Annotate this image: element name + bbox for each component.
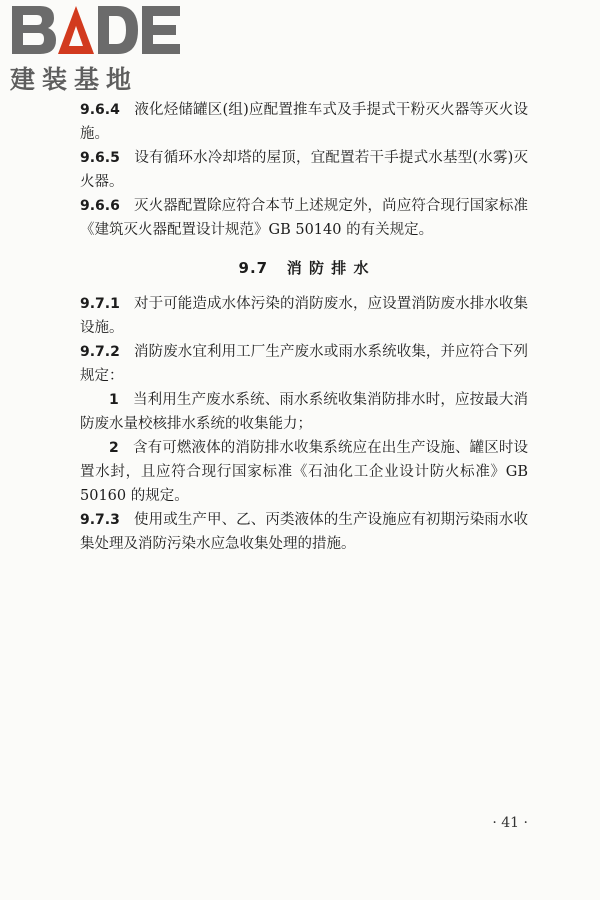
clause-text: 消防废水宜利用工厂生产废水或雨水系统收集，并应符合下列规定： — [80, 344, 529, 384]
clause-text: 液化烃储罐区(组)应配置推车式及手提式干粉灭火器等灭火设施。 — [80, 102, 529, 142]
clause-number: 9.7.3 — [80, 512, 120, 528]
clause-9-6-6 — [80, 194, 528, 242]
clause-number: 9.6.4 — [80, 102, 120, 118]
bade-logo — [10, 4, 182, 96]
clause-number: 9.7.2 — [80, 344, 120, 360]
clause-text: 设有循环水冷却塔的屋顶，宜配置若干手提式水基型(水雾)灭火器。 — [80, 150, 529, 190]
clause-number: 9.7.1 — [80, 296, 120, 312]
clause-9-6-5 — [80, 146, 528, 194]
clause-text: 使用或生产甲、乙、丙类液体的生产设施应有初期污染雨水收集处理及消防污染水应急收集处理的措施。 — [80, 512, 529, 552]
item-number: 2 — [109, 440, 119, 456]
section-number: 9.7 — [238, 259, 269, 277]
clause-text: 对于可能造成水体污染的消防废水，应设置消防废水排水收集设施。 — [80, 296, 529, 336]
item-number: 1 — [109, 392, 119, 408]
clause-9-7-3 — [80, 508, 528, 556]
list-item — [80, 436, 528, 508]
clause-9-6-4 — [80, 98, 528, 146]
item-text: 含有可燃液体的消防排水收集系统应在出生产设施、罐区时设置水封，且应符合现行国家标准《石油化工企业设计防火标准》GB 50160 的规定。 — [80, 440, 528, 504]
document-body — [80, 98, 528, 556]
section-heading — [80, 256, 528, 280]
clause-text: 灭火器配置除应符合本节上述规定外，尚应符合现行国家标准《建筑灭火器配置设计规范》GB 50140 的有关规定。 — [80, 198, 529, 238]
section-title: 消 防 排 水 — [286, 259, 370, 277]
clause-number: 9.6.5 — [80, 150, 120, 166]
item-text: 当利用生产废水系统、雨水系统收集消防排水时，应按最大消防废水量校核排水系统的收集能力； — [80, 392, 528, 432]
bade-logo-wordmark — [10, 4, 182, 56]
page-number: · 41 · — [492, 815, 528, 831]
clause-9-7-2 — [80, 340, 528, 388]
clause-9-7-1 — [80, 292, 528, 340]
list-item — [80, 388, 528, 436]
logo-subtitle: 建装基地 — [10, 65, 139, 94]
clause-number: 9.6.6 — [80, 198, 120, 214]
